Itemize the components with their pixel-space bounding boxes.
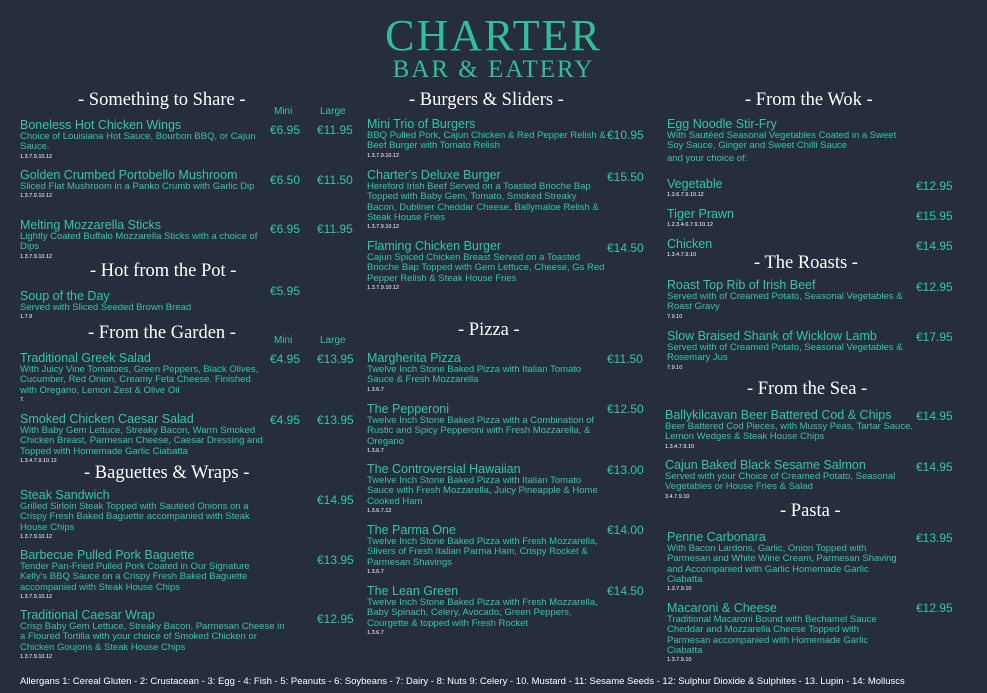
price-large: €13.95 <box>317 352 354 366</box>
item-name: Melting Mozzarella Sticks <box>20 218 162 232</box>
price: €14.95 <box>916 409 953 423</box>
item-allergens: 1.2.3.4.6.7.9.10.12 <box>667 222 713 228</box>
item-allergens: 1.3.7.9.10.12 <box>367 284 400 291</box>
item-name: The Parma One <box>367 523 456 537</box>
item-name: Boneless Hot Chicken Wings <box>20 118 182 132</box>
item-allergens: 1.3.7.9.10 <box>667 586 692 593</box>
item-allergens: 1.3.7.9.10.12 <box>20 253 53 260</box>
price-mini: €4.95 <box>270 352 301 366</box>
item-allergens: 1.3.7.9.10 <box>667 657 692 664</box>
menu-item-greek-salad <box>20 351 270 403</box>
menu-item-noodle-stir-fry <box>667 117 897 164</box>
item-description: With Baby Gem Lettuce, Streaky Bacon, Warm Smoked Chicken Breast, Parmesan Cheese, Caesar Dressing and Topped with Homemade Garlic Ciabatta <box>20 425 263 457</box>
price: €14.95 <box>916 460 953 474</box>
item-name: Vegetable <box>667 177 723 191</box>
item-name: Tiger Prawn <box>667 207 734 221</box>
item-choice-note: and your choice of: <box>667 152 748 164</box>
price: €12.95 <box>916 601 953 615</box>
allergen-legend: Allergans 1: Cereal Gluten - 2: Crustacean - 3: Egg - 4: Fish - 5: Peanuts - 6: Soybeans - 7: Dairy - 8: Nuts 9: Celery - 10. Mustard - 11: Sesame Seeds - 12: Sulphur Dioxide & Sulphites - 13. Lupin - 14: Molluscs <box>20 676 905 687</box>
item-name: Penne Carbonara <box>667 530 766 544</box>
price: €12.50 <box>607 402 644 416</box>
price-mini: €6.95 <box>270 123 301 137</box>
item-name: Flaming Chicken Burger <box>367 239 502 253</box>
item-description: Sliced Flat Mushroom in a Panko Crumb with Garlic Dip <box>20 181 255 192</box>
menu-item-soup <box>20 289 268 320</box>
menu-item-lean-green <box>367 584 607 636</box>
item-allergens: 1.7.9 <box>20 314 33 321</box>
item-allergens: 3.4.7.9.10 <box>665 493 690 500</box>
item-name: The Controversial Hawaiian <box>367 462 521 476</box>
price: €14.95 <box>916 239 953 253</box>
price: €14.00 <box>607 523 644 537</box>
item-allergens: 1.3.6.7.12 <box>367 507 392 514</box>
section-from-the-sea: - From the Sea - <box>747 379 868 399</box>
item-description: Served with of Creamed Potato, Seasonal Vegetables & Roast Gravy <box>667 291 903 313</box>
price: €14.50 <box>607 241 644 255</box>
menu-item-wings <box>20 118 268 160</box>
item-allergens: 1.3.6.7 <box>367 629 384 636</box>
section-hot-from-the-pot: - Hot from the Pot - <box>90 261 237 281</box>
column-large-label: Large <box>320 335 346 346</box>
menu-item-cod <box>665 408 913 450</box>
menu-item-mac-cheese <box>667 601 897 663</box>
menu-item-tiger-prawn <box>667 207 867 228</box>
column-large-label: Large <box>320 106 346 117</box>
item-allergens: 7.9.10 <box>667 313 683 320</box>
item-allergens: 1.3.4.7.9.10.12 <box>20 457 57 464</box>
menu-item-parma <box>367 523 607 575</box>
item-description: Twelve Inch Stone Baked Pizza with Fresh Mozzarella, Slivers of Fresh Italian Parma Ham, Crispy Rocket & Parmesan Shavings <box>367 536 598 568</box>
item-allergens: 1.3.7.9.10.12 <box>20 653 53 660</box>
item-description: Served with Sliced Seeded Brown Bread <box>20 302 192 313</box>
item-description: Lightly Coated Buffalo Mozzarella Sticks with a choice of Dips <box>20 231 258 253</box>
item-description: With Bacon Lardons, Garlic, Onion Topped with Parmesan and White Wine Cream, Parmesan Shaving and Accompanied with Garlic Homemade Garlic Ciabatta <box>667 543 897 585</box>
item-name: Barbecue Pulled Pork Baguette <box>20 548 195 562</box>
price-mini: €6.50 <box>270 173 301 187</box>
item-name: Egg Noodle Stir-Fry <box>667 117 777 131</box>
item-allergens: 1.3.7.9.10.12 <box>20 193 53 200</box>
item-description: Twelve Inch Stone Baked Pizza with Italian Tomato Sauce & Fresh Mozzarella <box>367 364 582 386</box>
price: €5.95 <box>270 284 301 298</box>
menu-item-caesar-wrap <box>20 608 288 660</box>
price: €13.95 <box>916 531 953 545</box>
item-allergens: 1.3.6.7 <box>367 568 384 575</box>
item-name: Roast Top Rib of Irish Beef <box>667 278 816 292</box>
column-mini-label: Mini <box>274 335 293 346</box>
column-mini-label: Mini <box>274 106 293 117</box>
menu-item-pepperoni <box>367 402 607 454</box>
menu-item-roast-rib <box>667 278 907 320</box>
item-description: Beer Battered Cod Pieces, with Mussy Peas, Tartar Sauce, Lemon Wedges & Steak House Chips <box>665 421 913 443</box>
menu-item-flaming-chicken <box>367 239 607 291</box>
item-name: Chicken <box>667 237 713 251</box>
item-name: Ballykilcavan Beer Battered Cod & Chips <box>665 408 892 422</box>
price: €17.95 <box>916 330 953 344</box>
item-description: With Sautéed Seasonal Vegetables Coated in a Sweet Soy Sauce, Ginger and Sweet Chilli Sauce <box>667 130 897 152</box>
menu-item-mozzarella <box>20 218 268 260</box>
item-allergens: 1.3.7.9.10.12 <box>367 224 400 231</box>
section-pizza: - Pizza - <box>458 320 520 340</box>
price-large: €11.95 <box>317 123 353 137</box>
item-name: Traditional Caesar Wrap <box>20 608 155 622</box>
price: €13.95 <box>317 553 354 567</box>
item-allergens: 7. <box>20 396 25 403</box>
price: €14.50 <box>607 584 644 598</box>
item-description: Tender Pan-Fried Pulled Pork Coated in Our Signature Kelly's BBQ Sauce on a Crispy Fresh Baked Baguette accompanied with Steak House Chips <box>20 561 250 593</box>
item-description: Served with of Creamed Potato, Seasonal Vegetables & Rosemary Jus <box>667 342 903 364</box>
item-name: Macaroni & Cheese <box>667 601 777 615</box>
item-name: Steak Sandwich <box>20 488 110 502</box>
item-allergens: 1.3.6.7 <box>367 386 384 393</box>
price-large: €11.50 <box>317 173 353 187</box>
item-allergens: 1.3.4.7.9.10 <box>667 252 697 258</box>
item-name: Slow Braised Shank of Wicklow Lamb <box>667 329 877 343</box>
item-description: With Juicy Vine Tomatoes, Green Peppers, Black Olives, Cucumber, Red Onion, Creamy Feta Cheese. Finished with Oregano, Lemon Zest & Olive Oil <box>20 364 259 396</box>
item-name: Smoked Chicken Caesar Salad <box>20 412 194 426</box>
menu-item-caesar-salad <box>20 412 270 464</box>
item-description: Choice of Louisiana Hot Sauce, Bourbon BBQ, or Cajun Sauce. <box>20 131 256 153</box>
price: €12.95 <box>916 179 953 193</box>
brand-subtitle: BAR & EATERY <box>392 56 595 83</box>
section-pasta: - Pasta - <box>780 501 841 521</box>
price-mini: €6.95 <box>270 222 301 236</box>
menu-item-hawaiian <box>367 462 607 514</box>
item-description: Served with your Choice of Creamed Potato, Seasonal Vegetables or House Fries & Salad <box>665 471 896 493</box>
price-large: €13.95 <box>317 413 354 427</box>
item-allergens: 1.3.6.7.9.10.12 <box>667 192 704 198</box>
item-allergens: 1.3.7.9.10.12 <box>20 533 53 540</box>
item-description: Grilled Sirloin Steak Topped with Sautéed Onions on a Crispy Fresh Baked Baguette accompanied with Steak House Chips <box>20 501 250 533</box>
menu-item-pork-baguette <box>20 548 270 600</box>
price-large: €11.95 <box>317 222 353 236</box>
price: €12.95 <box>916 280 953 294</box>
item-description: Hereford Irish Beef Served on a Toasted Brioche Bap Topped with Baby Gem, Tomato, Smoked Streaky Bacon, Dubliner Cheddar Cheese, Ballymaloe Relish & Steak House Fries <box>367 181 599 223</box>
price: €13.00 <box>607 463 644 477</box>
item-description: Cajun Spiced Chicken Breast Served on a Toasted Brioche Bap Topped with Gem Lettuce, Cheese, Gs Red Pepper Relish & Steak House Fries <box>367 252 605 284</box>
price: €10.95 <box>607 128 644 142</box>
section-from-the-wok: - From the Wok - <box>745 90 873 110</box>
menu-item-mushroom <box>20 168 268 199</box>
section-something-to-share: - Something to Share - <box>78 90 246 110</box>
item-description: Crisp Baby Gem Lettuce, Streaky Bacon, Parmesan Cheese in a Floured Tortilla with your choice of Smoked Chicken or Chicken Goujons & Steak House Chips <box>20 621 285 653</box>
item-name: Soup of the Day <box>20 289 110 303</box>
item-allergens: 1.3.7.9.10.12 <box>20 153 53 160</box>
item-name: Charter's Deluxe Burger <box>367 168 501 182</box>
price-mini: €4.95 <box>270 413 301 427</box>
item-name: Traditional Greek Salad <box>20 351 151 365</box>
menu-item-mini-trio <box>367 117 607 159</box>
menu-item-penne-carbonara <box>667 530 897 592</box>
menu-item-margherita <box>367 351 607 393</box>
section-from-the-garden: - From the Garden - <box>88 323 236 343</box>
item-description: Twelve Inch Stone Baked Pizza with Italian Tomato Sauce with Fresh Mozzarella, Juicy Pineapple & Home Cooked Ham <box>367 475 598 507</box>
price: €11.50 <box>607 352 643 366</box>
item-name: Golden Crumbed Portobello Mushroom <box>20 168 238 182</box>
price: €14.95 <box>317 493 354 507</box>
item-allergens: 1.3.6.7 <box>367 447 384 454</box>
menu-item-salmon <box>665 458 913 500</box>
item-allergens: 1.3.4.7.9.10 <box>665 443 695 450</box>
item-allergens: 7.9.10 <box>667 364 683 371</box>
item-description: Twelve Inch Stone Baked Pizza with Fresh Mozzarella, Baby Spinach, Celery, Avocado, Green Peppers, Courgette & topped with Fresh Rocket <box>367 597 598 629</box>
brand-name: CHARTER <box>385 11 602 60</box>
item-allergens: 1.3.7.9.10.12 <box>367 152 400 159</box>
item-description: BBQ Pulled Pork, Cajun Chicken & Red Pepper Relish & Beef Burger with Tomato Relish <box>367 130 606 152</box>
item-name: The Lean Green <box>367 584 459 598</box>
item-allergens: 1.3.7.9.10.12 <box>20 593 53 600</box>
price: €15.95 <box>916 209 953 223</box>
item-name: Cajun Baked Black Sesame Salmon <box>665 458 866 472</box>
item-description: Twelve Inch Stone Baked Pizza with a Combination of Rustic and Spicy Pepperoni with Fresh Mozzarella, & Oregano <box>367 415 595 447</box>
price: €15.50 <box>607 170 644 184</box>
section-the-roasts: - The Roasts - <box>754 253 858 273</box>
menu-item-steak-sandwich <box>20 488 270 540</box>
item-name: Margherita Pizza <box>367 351 461 365</box>
menu-item-vegetable <box>667 177 867 198</box>
item-description: Traditional Macaroni Bound with Bechamel Sauce Cheddar and Mozzarella Cheese Topped with Parmesan accompanied with Homemade Garlic Ciabatta <box>667 614 877 656</box>
price: €12.95 <box>317 612 354 626</box>
item-name: The Pepperoni <box>367 402 450 416</box>
item-name: Mini Trio of Burgers <box>367 117 476 131</box>
section-baguettes-wraps: - Baguettes & Wraps - <box>84 463 250 483</box>
menu-item-deluxe-burger <box>367 168 607 230</box>
menu-item-lamb-shank <box>667 329 907 371</box>
section-burgers-sliders: - Burgers & Sliders - <box>409 90 564 110</box>
